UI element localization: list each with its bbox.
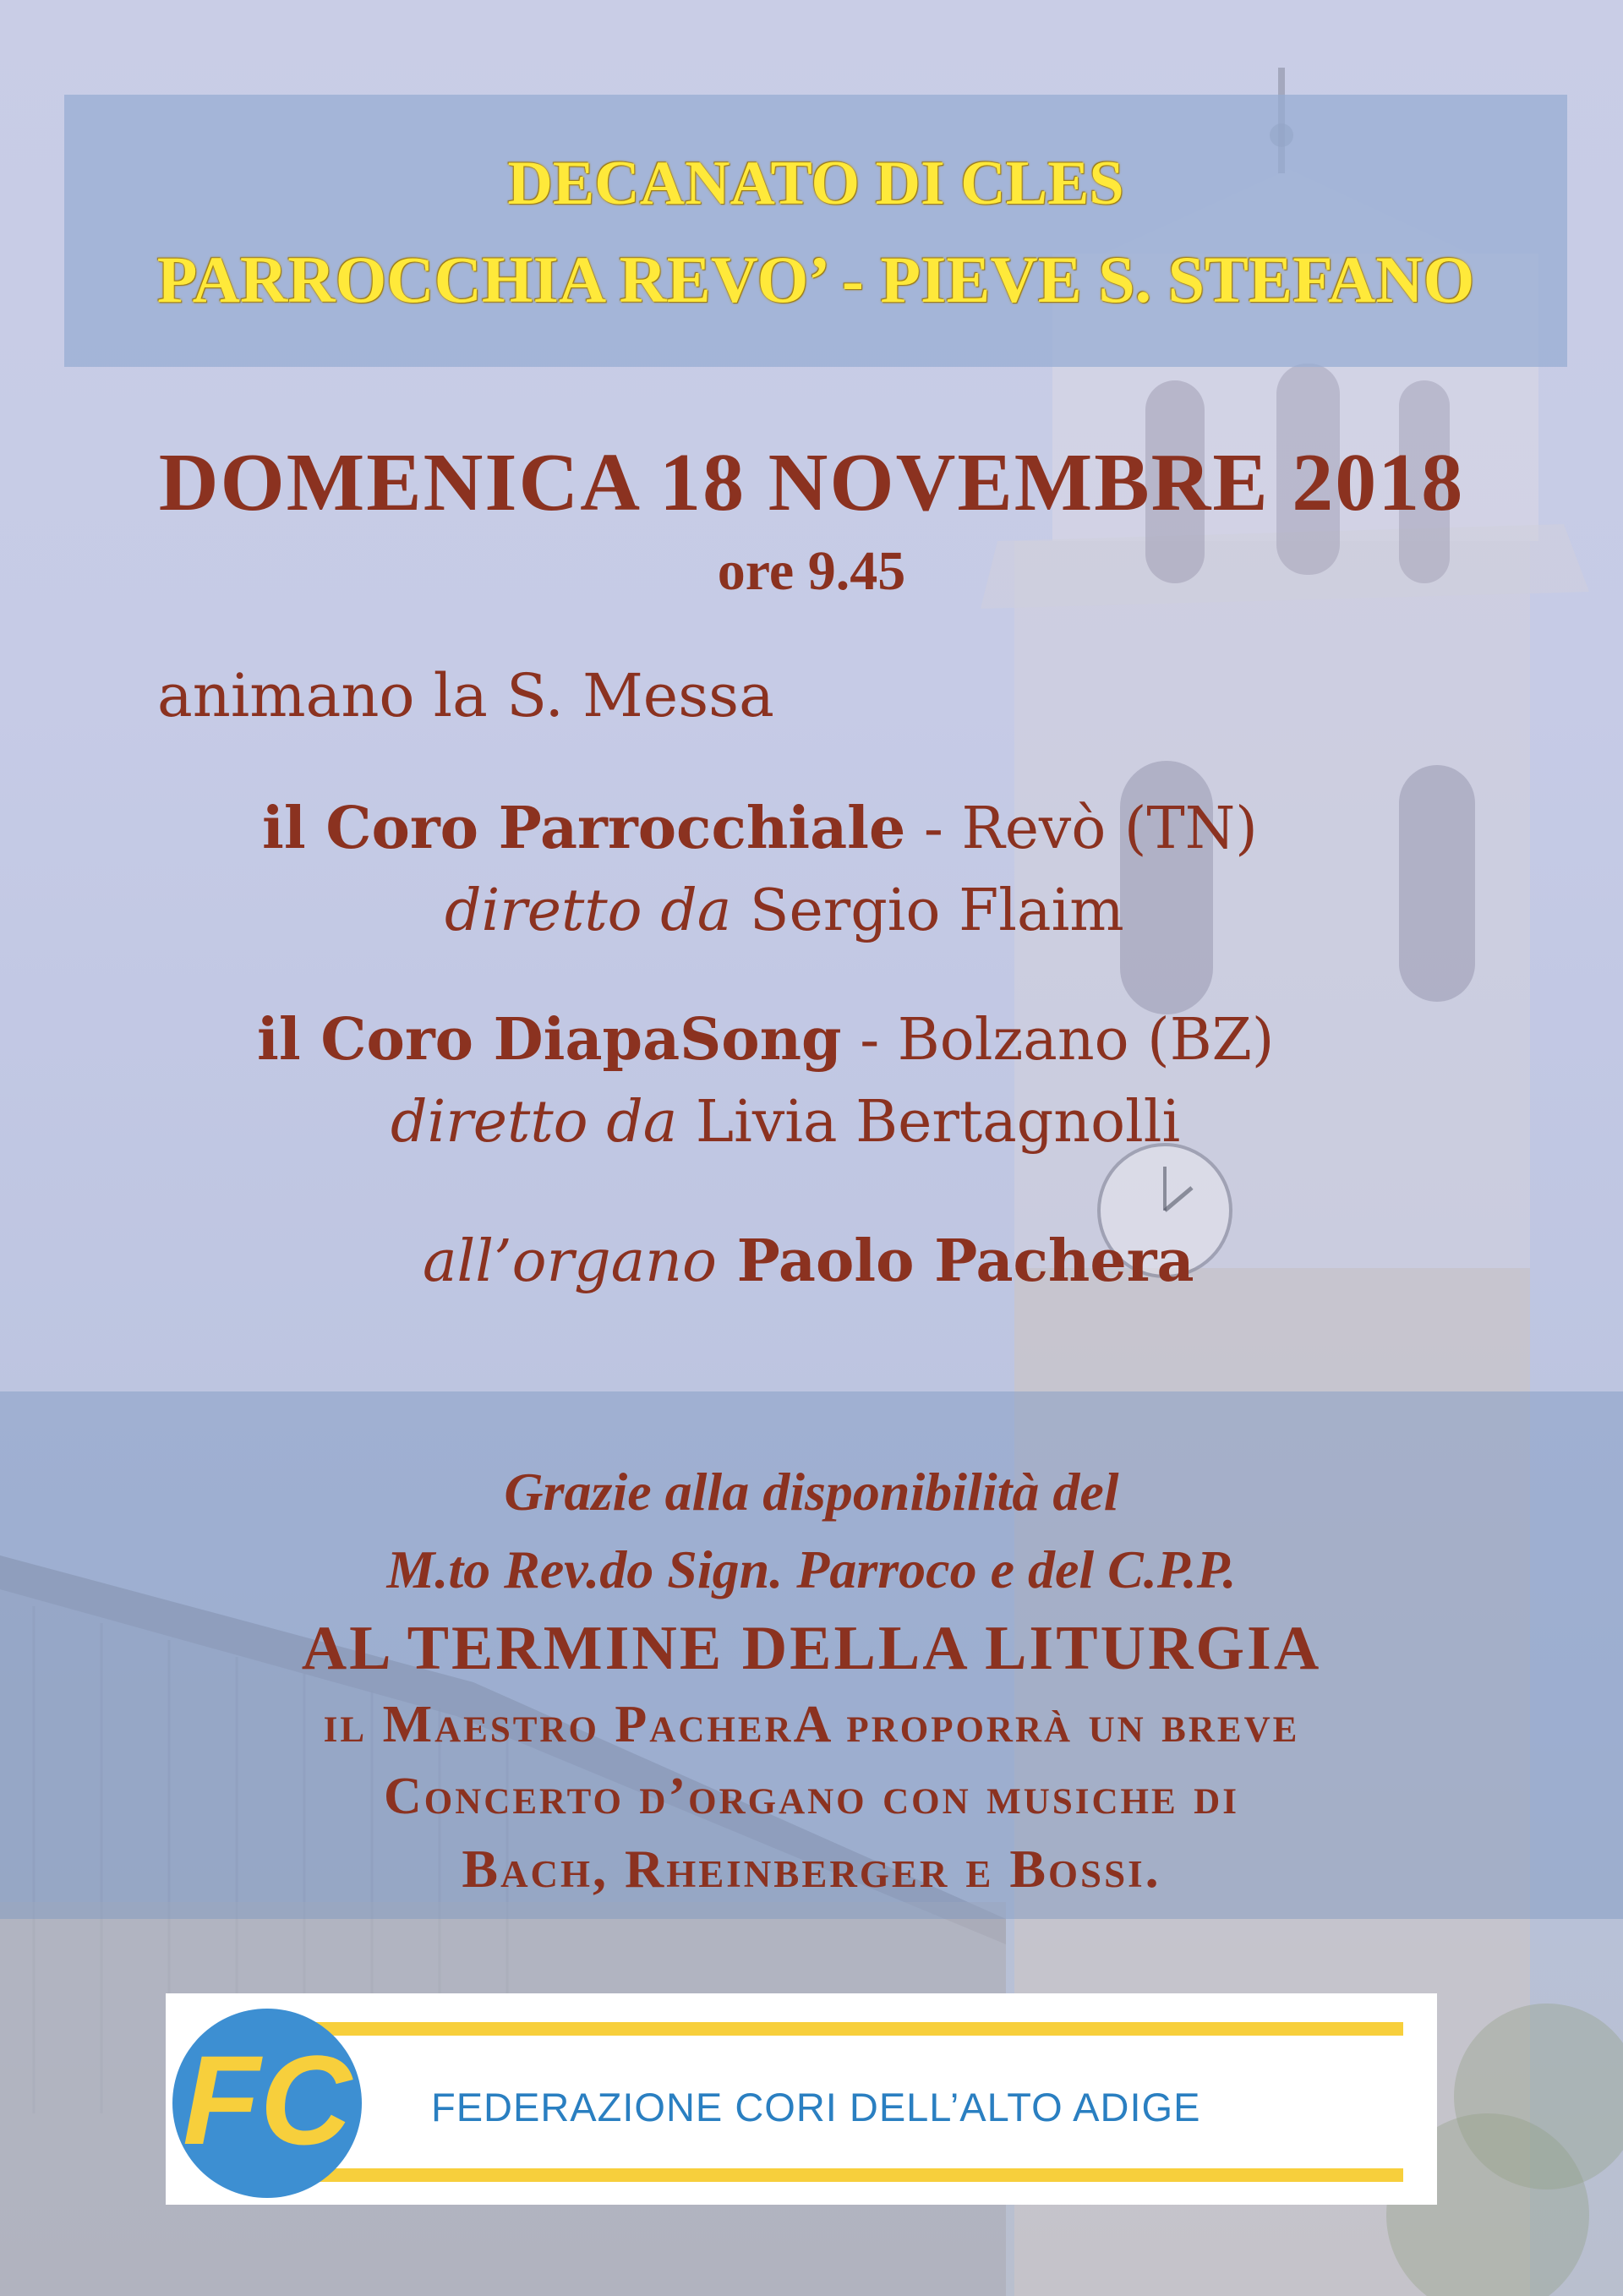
notice-heading: AL TERMINE DELLA LITURGIA (301, 1614, 1322, 1683)
notice-line-1: Grazie alla disponibilità del (504, 1462, 1119, 1522)
parish-title: PARROCCHIA REVO’ - PIEVE S. STEFANO (156, 243, 1475, 316)
choir-2-director-line (391, 1089, 1180, 1156)
notice-line-2: M.to Rev.do Sign. Parroco e del C.P.P. (386, 1539, 1237, 1599)
deanery-title: DECANATO DI CLES (507, 149, 1124, 218)
header-band (64, 95, 1567, 367)
intro-text: animano la S. Messa (157, 661, 774, 730)
choir-1-place: - Revò (TN) (905, 795, 1258, 862)
choir-1-name: il Coro Parrocchiale (262, 795, 906, 862)
organ-prefix: all’organo (423, 1228, 717, 1295)
choir-1-director-line (445, 877, 1124, 944)
event-date: DOMENICA 18 NOVEMBRE 2018 (158, 437, 1465, 528)
choir-2-place: - Bolzano (BZ) (841, 1007, 1275, 1074)
choir-1-director: Sergio Flaim (731, 877, 1124, 944)
notice-line-5: Concerto d’organo con musiche di (384, 1768, 1239, 1825)
choir-2-director-prefix: diretto da (391, 1089, 678, 1156)
logo-stripe-bottom (279, 2168, 1403, 2182)
event-time: ore 9.45 (717, 540, 906, 602)
organ-line (423, 1227, 1194, 1295)
organist-name: Paolo Pachera (716, 1227, 1194, 1295)
logo-letters: FC (183, 2029, 352, 2171)
logo-stripe-top (279, 2022, 1403, 2036)
choir-2-line (257, 1006, 1274, 1074)
choir-2-director: Livia Bertagnolli (677, 1089, 1181, 1156)
choir-2-name: il Coro DiapaSong (257, 1006, 842, 1074)
notice-line-6: Bach, Rheinberger e Bossi. (462, 1839, 1161, 1899)
choir-1-director-prefix: diretto da (445, 877, 732, 944)
federation-logo-icon (166, 2002, 394, 2205)
federation-name: FEDERAZIONE CORI DELL’ALTO ADIGE (431, 2085, 1201, 2129)
choir-1-line (262, 795, 1258, 862)
notice-line-4: il Maestro PacherA proporrà un breve (323, 1696, 1300, 1753)
